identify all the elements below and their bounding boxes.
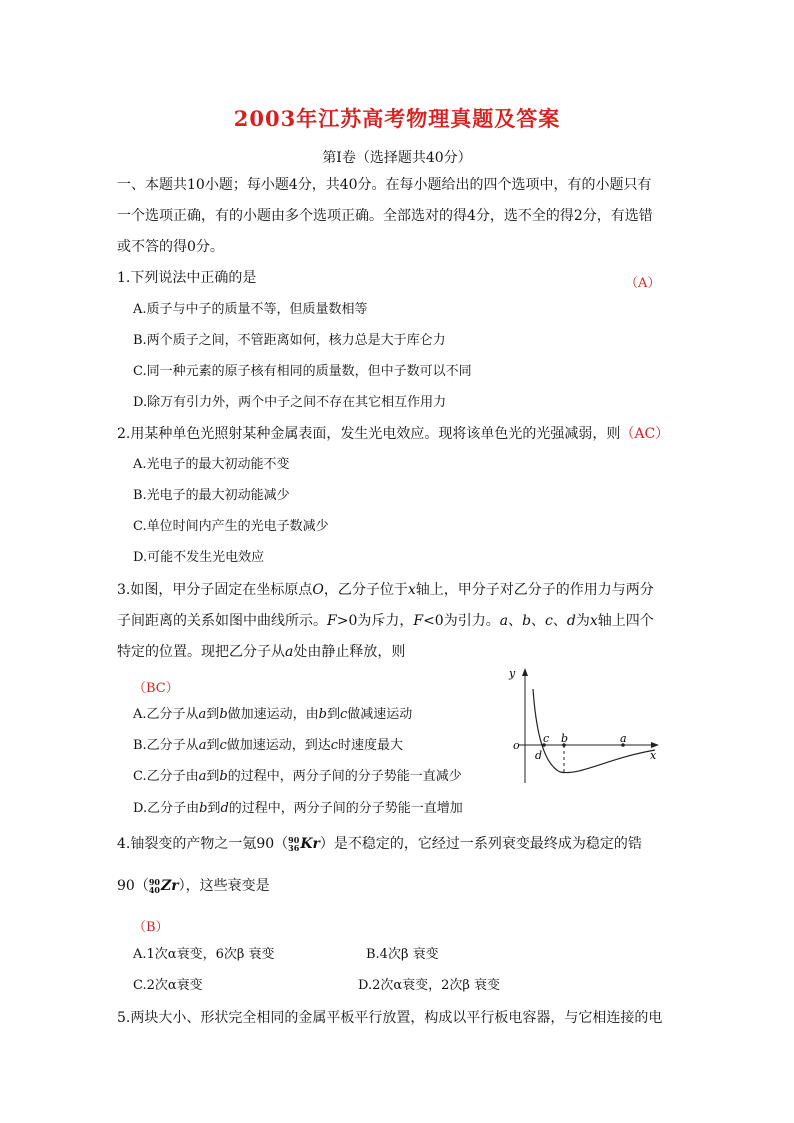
q3-b-t5: c (330, 738, 339, 753)
q3-a-t8: 做减速运动 (347, 707, 413, 722)
q3-c-t1: a (198, 769, 207, 784)
label-x: x (650, 749, 657, 762)
intro-line-3: 或不答的得0分。 (117, 239, 224, 255)
q3-l2-t6: 、 (508, 613, 523, 629)
q3-c-t0: C.乙分子由 (133, 769, 199, 784)
q4-option-d: D.2次α衰变，2次β 衰变 (358, 978, 501, 993)
q3-l2-t2: >0为斥力， (336, 613, 414, 629)
q3-b-t4: 做加速运动，到达 (226, 738, 331, 753)
kr-symbol: Kr (300, 836, 320, 852)
q2-answer: （AC） (620, 426, 670, 442)
q3-l2-t0: 子间距离的关系如图中曲线所示。 (117, 613, 327, 629)
intro-line-2: 一个选项正确，有的小题由多个选项正确。全部选对的得4分，选不全的得2分，有选错 (117, 208, 653, 224)
q4-answer: （B） (133, 920, 169, 935)
q3-a-t2: 到 (206, 707, 220, 722)
q3-b-t3: c (219, 738, 227, 753)
q1-option-a: A.质子与中子的质量不等，但质量数相等 (133, 302, 368, 317)
q4-l1-pre: 4.铀裂变的产物之一氪90（ (117, 836, 289, 852)
q3-l2-t10: 、 (552, 613, 567, 629)
q2-stem-text: 2.用某种单色光照射某种金属表面，发生光电效应。现将该单色光的光强减弱，则 (117, 426, 621, 442)
q4-l1-post: ）是不稳定的，它经过一系列衰变最终成为稳定的锆 (319, 836, 642, 852)
q5-stem: 5.两块大小、形状完全相同的金属平板平行放置，构成以平行板电容器，与它相连接的电 (117, 1010, 663, 1026)
q3-d-t3: d (220, 801, 229, 816)
label-y: y (509, 667, 516, 680)
label-b: b (561, 732, 569, 745)
q3-l2-t4: <0为引力。 (423, 613, 500, 629)
zr-nuclide-numbers (149, 878, 160, 894)
x-axis-arrow (651, 742, 659, 748)
q3-l2-t7: b (522, 613, 532, 629)
q3-l2-t8: 、 (531, 613, 546, 629)
q2-option-a: A.光电子的最大初动能不变 (133, 457, 290, 472)
q3-l2-t11: d (566, 613, 576, 629)
zr-symbol: Zr (160, 878, 179, 894)
q3-c-t2: 到 (206, 769, 220, 784)
q2-option-c: C.单位时间内产生的光电子数减少 (133, 519, 329, 534)
kr-mass-number: 90 (288, 835, 300, 845)
q3-l1-t1: O (312, 582, 324, 598)
q3-d-t1: b (199, 801, 208, 816)
q3-line-3 (117, 644, 405, 660)
q3-a-t7: c (340, 707, 348, 722)
q3-d-t4: 的过程中，两分子间的分子势能一直增加 (228, 801, 463, 816)
intro-line-1: 一、本题共10小题；每小题4分，共40分。在每小题给出的四个选项中，有的小题只有 (117, 177, 652, 193)
q3-c-t4: 的过程中，两分子间的分子势能一直减少 (227, 769, 462, 784)
q1-answer: （A） (625, 276, 661, 291)
q3-option-a (133, 707, 412, 723)
q1-option-d: D.除万有引力外，两个中子之间不存在其它相互作用力 (133, 395, 447, 410)
q3-answer: （BC） (133, 681, 179, 696)
q3-l2-t12: 为 (575, 613, 590, 629)
q3-a-t5: b (318, 707, 327, 722)
q3-d-t0: D.乙分子由 (133, 801, 200, 816)
q3-a-t0: A.乙分子从 (133, 707, 199, 722)
force-curve (533, 689, 655, 773)
q3-a-t3: b (219, 707, 228, 722)
kr-nuclide-numbers (288, 836, 299, 852)
q4-l2-pre: 90（ (117, 878, 149, 894)
q3-option-d (133, 801, 463, 817)
q1-stem: 1.下列说法中正确的是 (117, 270, 257, 286)
q4-line-1 (117, 836, 642, 852)
q3-b-t2: 到 (206, 738, 220, 753)
label-o: o (513, 739, 520, 752)
label-c: c (543, 732, 550, 745)
q3-l2-t14: 轴上四个 (597, 613, 654, 629)
q3-a-t1: a (198, 707, 207, 722)
q3-l3-t1: a (285, 644, 294, 660)
q3-a-t6: 到 (326, 707, 340, 722)
q2-option-b: B.光电子的最大初动能减少 (133, 488, 290, 503)
q3-line-1 (117, 582, 654, 598)
q3-l1-t4: 轴上，甲分子对乙分子的作用力与两分 (415, 582, 654, 598)
q4-option-b: B.4次β 衰变 (366, 947, 439, 962)
q3-option-b (133, 738, 403, 754)
q1-option-c: C.同一种元素的原子核有相同的质量数，但中子数可以不同 (133, 364, 472, 379)
q3-line-2 (117, 613, 654, 629)
q3-c-t3: b (219, 769, 228, 784)
q4-l2-post: ），这些衰变是 (178, 878, 270, 894)
q3-b-t0: B.乙分子从 (133, 738, 199, 753)
q2-option-d: D.可能不发生光电效应 (133, 550, 265, 565)
q3-b-t1: a (198, 738, 207, 753)
zr-mass-number: 90 (148, 877, 160, 887)
q4-option-c: C.2次α衰变 (133, 978, 203, 993)
force-distance-graph (505, 662, 665, 792)
q2-stem (117, 426, 669, 442)
q3-l2-t5: a (499, 613, 509, 629)
q3-l3-t0: 特定的位置。现把乙分子从 (117, 644, 285, 660)
q1-option-b: B.两个质子之间，不管距离如何，核力总是大于库仑力 (133, 333, 446, 348)
q3-l1-t2: ，乙分子位于 (323, 582, 408, 598)
kr-atomic-number: 36 (288, 843, 300, 853)
q3-b-t6: 时速度最大 (338, 738, 404, 753)
label-a: a (620, 732, 627, 745)
q3-a-t4: 做加速运动，由 (227, 707, 319, 722)
q3-l1-t0: 3.如图，甲分子固定在坐标原点 (117, 582, 313, 598)
q3-d-t2: 到 (207, 801, 221, 816)
q3-l2-t1: F (327, 613, 337, 629)
q3-option-c (133, 769, 462, 785)
section-subtitle: 第Ⅰ卷（选择题共40分） (322, 150, 472, 166)
label-d: d (535, 749, 543, 762)
q4-line-2 (117, 878, 270, 894)
q3-l2-t13: x (589, 613, 598, 629)
q3-l2-t9: c (545, 613, 553, 629)
document-title: 2003年江苏高考物理真题及答案 (233, 106, 561, 131)
y-axis-arrow (522, 668, 528, 676)
q3-l1-t3: x (407, 582, 416, 598)
q3-l3-t2: 处由静止释放，则 (293, 644, 406, 660)
zr-atomic-number: 40 (148, 885, 160, 895)
q4-option-a: A.1次α衰变，6次β 衰变 (133, 947, 275, 962)
q3-l2-t3: F (413, 613, 424, 629)
